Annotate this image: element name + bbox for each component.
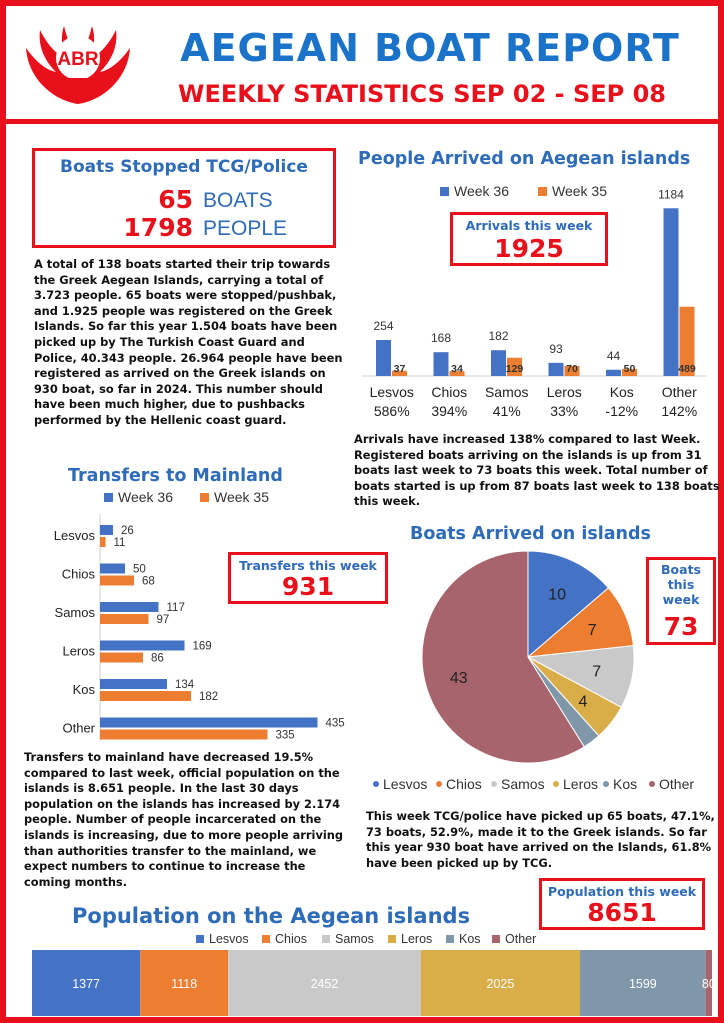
boats-this-week-box	[646, 557, 716, 645]
data-label-week36-leros: 169	[192, 640, 212, 653]
boats-stopped-title: Boats Stopped TCG/Police	[60, 157, 308, 177]
legend-marker-lesvos	[373, 781, 379, 787]
population-box-label: Population this week	[547, 884, 697, 899]
legend-swatch-other	[492, 935, 500, 943]
bar-week35-other	[100, 730, 268, 740]
arrivals-this-week-box	[450, 212, 608, 266]
legend-label-samos: Samos	[335, 932, 374, 946]
change-label-kos: -12%	[605, 403, 639, 419]
legend-marker-other	[649, 781, 655, 787]
change-label-leros: 33%	[550, 403, 579, 419]
change-label-samos: 41%	[492, 403, 521, 419]
category-label-other: Other	[661, 384, 697, 400]
data-label-week36-lesvos: 254	[373, 319, 394, 334]
legend-label-week36: Week 36	[454, 183, 509, 199]
bar-week36-samos	[491, 350, 506, 376]
legend-label-week35: Week 35	[214, 489, 269, 505]
transfers-paragraph: Transfers to mainland have decreased 19.5% compared to last week, official population on the islands is 8.651 people. In the last 30 days population on the islands has increased by 2.174 people. Number of people incarcerated on the islands is increasing, due to more people arriving than authorities transfer to the mainland, we expect numbers to continue to increase the coming months.	[24, 750, 344, 889]
legend-swatch-kos	[446, 935, 454, 943]
category-label-leros: Leros	[62, 643, 95, 659]
data-label-week36-lesvos: 26	[121, 525, 134, 537]
logo-text: ABR	[57, 49, 99, 70]
arrivals-title: People Arrived on Aegean islands	[358, 149, 691, 169]
bar-week36-chios	[100, 564, 125, 574]
legend-swatch-leros	[388, 935, 396, 943]
legend-swatch-week36	[104, 493, 113, 502]
abr-logo	[22, 12, 134, 116]
boats-box-label: Boats this week	[661, 562, 701, 607]
stopped-people-label: PEOPLE	[203, 217, 288, 240]
legend-label-chios: Chios	[446, 776, 482, 792]
stopped-boats-label: BOATS	[203, 189, 273, 212]
population-label-lesvos: 1377	[72, 977, 101, 991]
category-label-lesvos: Lesvos	[53, 528, 95, 543]
bar-week36-lesvos	[376, 340, 391, 376]
bar-week36-samos	[100, 602, 159, 612]
data-label-week36-leros: 93	[549, 341, 563, 356]
population-label-kos: 1599	[628, 977, 657, 991]
population-label-other: 80	[701, 977, 716, 991]
transfers-chart	[22, 486, 352, 748]
bar-week36-other	[664, 208, 679, 376]
legend-label-week35: Week 35	[552, 183, 607, 199]
pie-label-leros: 4	[578, 693, 588, 711]
data-label-week35-other: 489	[678, 363, 696, 375]
legend-marker-samos	[491, 781, 497, 787]
data-label-week36-kos: 134	[175, 679, 195, 691]
legend-swatch-week35	[538, 187, 547, 196]
arrivals-box-label: Arrivals this week	[465, 218, 593, 233]
population-this-week-box	[539, 878, 705, 930]
bar-week35-leros	[100, 653, 143, 663]
bar-week36-kos	[100, 679, 167, 689]
legend-label-other: Other	[505, 932, 537, 946]
legend-marker-leros	[553, 781, 559, 787]
bar-week35-chios	[100, 576, 134, 586]
data-label-week36-samos: 117	[166, 602, 185, 614]
category-label-chios: Chios	[431, 384, 468, 400]
legend-swatch-samos	[322, 935, 330, 943]
data-label-week35-lesvos: 37	[393, 363, 406, 375]
intro-paragraph: A total of 138 boats started their trip towards the Greek Aegean Islands, carrying a total of 3.723 people. 65 boats were stopped/pushbak, and 1.925 people was registered on the Greek Islands. So far this year 1.504 boats have been picked up by The Turkish Coast Guard and Police, 40.343 people. 26.964 people have been registered as arrived on the Greek islands on 930 boat, so far in 2024. This number should have been much higher, due to pushbacks performed by the Hellenic coast guard.	[34, 257, 343, 427]
bar-week36-kos	[606, 370, 621, 376]
data-label-week35-samos: 97	[156, 614, 170, 626]
report-title: AEGEAN BOAT REPORT	[180, 26, 680, 70]
data-label-week35-leros: 70	[566, 363, 578, 375]
stopped-people-value: 1798	[123, 213, 193, 242]
boats-arrived-paragraph: This week TCG/police have picked up 65 boats, 47.1%, 73 boats, 52.9%, made it to the Greek islands. So far this year 930 boat have arrived on the Islands, 61.8% have been picked up by TCG.	[366, 809, 715, 870]
legend-label-kos: Kos	[459, 932, 481, 946]
legend-swatch-week35	[200, 493, 209, 502]
legend-marker-kos	[603, 781, 609, 787]
data-label-week35-kos: 50	[623, 363, 636, 375]
legend-swatch-chios	[262, 935, 270, 943]
report-subtitle: WEEKLY STATISTICS SEP 02 - SEP 08	[178, 80, 666, 108]
change-label-other: 142%	[661, 403, 698, 419]
population-label-samos: 2452	[310, 977, 339, 991]
pie-label-samos: 7	[592, 663, 602, 681]
arrivals-box-value: 1925	[494, 234, 564, 263]
bar-week36-leros	[549, 363, 564, 376]
pie-label-other: 43	[449, 669, 468, 687]
transfers-box-label: Transfers this week	[239, 558, 377, 573]
data-label-week36-kos: 44	[606, 348, 621, 363]
data-label-week35-kos: 182	[199, 691, 219, 703]
population-label-leros: 2025	[486, 977, 515, 991]
transfers-title: Transfers to Mainland	[68, 466, 283, 486]
category-label-kos: Kos	[609, 384, 634, 400]
pie-label-lesvos: 10	[548, 586, 567, 604]
data-label-week36-samos: 182	[488, 329, 509, 344]
legend-marker-chios	[436, 781, 442, 787]
legend-label-samos: Samos	[501, 776, 545, 792]
boats-stopped-box	[32, 148, 336, 248]
boats-arrived-title: Boats Arrived on islands	[410, 524, 651, 544]
data-label-week35-samos: 129	[505, 363, 524, 375]
category-label-kos: Kos	[72, 682, 95, 697]
arrivals-paragraph: Arrivals have increased 138% compared to last Week. Registered boats arriving on the islands is up from 31 boats last week to 73 boats this week. Total number of boats started is up from 87 boats last week to 138 boats this week.	[354, 432, 720, 509]
category-label-samos: Samos	[54, 605, 95, 620]
data-label-week35-leros: 86	[151, 652, 164, 665]
legend-label-week36: Week 36	[118, 489, 173, 505]
population-chart	[26, 930, 716, 1018]
category-label-leros: Leros	[546, 384, 582, 400]
data-label-week35-other: 335	[275, 729, 295, 742]
population-box-value: 8651	[587, 898, 657, 927]
legend-label-leros: Leros	[563, 776, 599, 792]
legend-label-lesvos: Lesvos	[383, 776, 428, 792]
change-label-lesvos: 586%	[373, 403, 410, 419]
change-label-chios: 394%	[431, 403, 468, 419]
data-label-week36-chios: 168	[430, 331, 452, 346]
legend-label-lesvos: Lesvos	[209, 932, 249, 946]
bar-week35-kos	[100, 691, 191, 701]
legend-swatch-lesvos	[196, 935, 204, 943]
data-label-week35-chios: 68	[142, 575, 155, 588]
bar-week36-lesvos	[100, 525, 113, 535]
population-title: Population on the Aegean islands	[72, 904, 471, 928]
population-label-chios: 1118	[171, 977, 198, 991]
legend-swatch-week36	[440, 187, 449, 196]
category-label-lesvos: Lesvos	[369, 384, 414, 400]
stopped-boats-value: 65	[158, 185, 193, 214]
bar-week36-other	[100, 718, 318, 728]
data-label-week36-chios: 50	[133, 563, 146, 576]
pie-label-chios: 7	[587, 622, 597, 640]
bar-week36-chios	[434, 352, 449, 376]
legend-label-chios: Chios	[275, 932, 307, 946]
bar-week35-samos	[100, 614, 149, 624]
category-label-other: Other	[62, 720, 95, 736]
data-label-week35-chios: 34	[451, 363, 463, 375]
data-label-week35-lesvos: 11	[113, 537, 126, 549]
category-label-samos: Samos	[484, 384, 529, 400]
bar-week35-lesvos	[100, 537, 106, 547]
report-header	[6, 6, 718, 124]
category-label-chios: Chios	[61, 566, 95, 582]
legend-label-leros: Leros	[401, 932, 433, 946]
bar-week36-leros	[100, 641, 185, 651]
transfers-box-value: 931	[281, 572, 335, 601]
data-label-week36-other: 1184	[658, 187, 684, 202]
legend-label-kos: Kos	[613, 776, 638, 792]
data-label-week36-other: 435	[325, 717, 345, 730]
boats-box-value: 73	[663, 612, 699, 641]
legend-label-other: Other	[659, 776, 695, 792]
